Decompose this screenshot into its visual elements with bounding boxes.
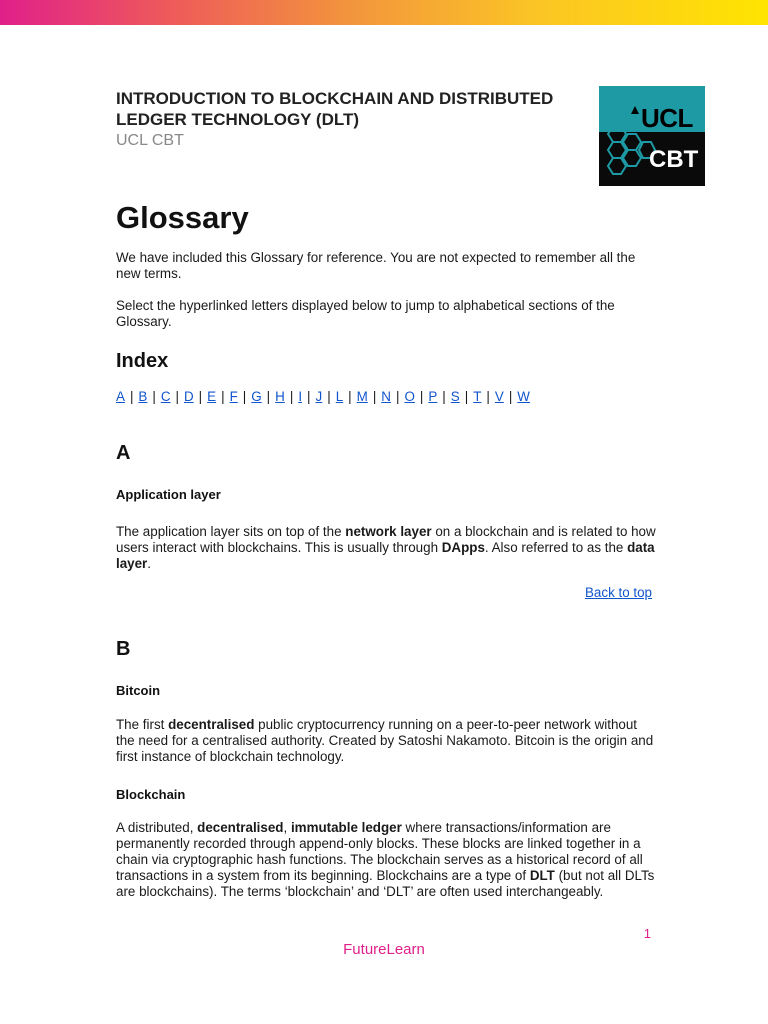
blockchain-def-run: immutable ledger: [290, 820, 402, 835]
index-separator: |: [129, 389, 134, 404]
course-subtitle: UCL CBT: [116, 132, 184, 149]
page-title: Glossary: [116, 200, 249, 235]
logo-ucl-text: UCL: [641, 103, 693, 133]
index-link-i[interactable]: I: [298, 389, 303, 404]
application-layer-def-run: network layer: [345, 524, 432, 539]
section-letter-a: A: [116, 442, 131, 464]
ucl-cbt-logo: [599, 86, 705, 186]
bitcoin-def-run: decentralised: [168, 717, 255, 732]
application-layer-def-run: DApps: [441, 540, 485, 555]
index-separator: |: [242, 389, 247, 404]
index-link-s[interactable]: S: [450, 389, 460, 404]
index-separator: |: [266, 389, 271, 404]
definition-blockchain: [116, 820, 656, 900]
index-separator: |: [508, 389, 513, 404]
index-link-l[interactable]: L: [335, 389, 344, 404]
application-layer-def-run: .: [147, 556, 152, 571]
blockchain-def-run: DLT: [529, 868, 555, 883]
index-separator: |: [307, 389, 311, 404]
index-separator: |: [464, 389, 469, 404]
index-separator: |: [198, 389, 203, 404]
index-link-v[interactable]: V: [494, 389, 504, 404]
index-separator: |: [152, 389, 156, 404]
intro-text: We have included this Glossary for reference. You are not expected to remember all the new terms.: [116, 250, 636, 281]
index-link-o[interactable]: O: [404, 389, 415, 404]
index-link-b[interactable]: B: [138, 389, 148, 404]
index-link-j[interactable]: J: [315, 389, 323, 404]
brand-gradient-bar: [0, 0, 768, 25]
bitcoin-def-run: public cryptocurrency running on a peer-to-peer network without the need for a centralised authority. Created by Satoshi Nakamoto. Bitcoin is the origin and first instance of blockchain technology.: [116, 717, 654, 764]
instruction-text: Select the hyperlinked letters displayed below to jump to alphabetical sections of the Glossary.: [116, 298, 615, 329]
index-link-d[interactable]: D: [184, 389, 194, 404]
index-link-g[interactable]: G: [251, 389, 262, 404]
futurelearn-footer: FutureLearn: [343, 941, 425, 958]
index-link-h[interactable]: H: [275, 389, 285, 404]
index-separator: |: [221, 389, 225, 404]
term-bitcoin: Bitcoin: [116, 683, 161, 698]
bitcoin-def-run: The first: [116, 717, 169, 732]
application-layer-def-run: The application layer sits on top of the: [116, 524, 346, 539]
definition-application-layer: [116, 524, 656, 572]
index-separator: |: [372, 389, 377, 404]
index-separator: |: [289, 389, 294, 404]
application-layer-def-run: on a blockchain and is related to how users interact with blockchains. This is usually through: [116, 524, 656, 555]
index-separator: |: [395, 389, 400, 404]
index-separator: |: [486, 389, 490, 404]
page-number: 1: [643, 926, 651, 941]
index-link-w[interactable]: W: [517, 389, 530, 404]
index-link-t[interactable]: T: [473, 389, 482, 404]
logo-cbt-text: CBT: [649, 146, 699, 173]
back-to-top-link[interactable]: Back to top: [585, 585, 652, 600]
term-application-layer: Application layer: [116, 487, 221, 502]
application-layer-def-run: data layer: [116, 540, 655, 571]
term-blockchain: Blockchain: [116, 787, 186, 802]
index-link-n[interactable]: N: [381, 389, 391, 404]
index-separator: |: [175, 389, 179, 404]
document-header: [116, 88, 586, 150]
blockchain-def-run: (but not all DLTs are blockchains). The terms ‘blockchain’ and ‘DLT’ are often used interchangeably.: [116, 868, 655, 899]
blockchain-def-run: where transactions/information are permanently recorded through append-only blocks. These blocks are linked together in a chain via cryptographic hash functions. The blockchain serves as a historical record of all transactions in a system from its beginning. Blockchains are a type of: [116, 820, 643, 883]
blockchain-def-run: A distributed,: [116, 820, 198, 835]
index-separator: |: [442, 389, 446, 404]
index-separator: |: [419, 389, 424, 404]
section-letter-b: B: [116, 638, 131, 660]
course-title: INTRODUCTION TO BLOCKCHAIN AND DISTRIBUTED LEDGER TECHNOLOGY (DLT): [116, 89, 554, 129]
alphabet-index: [116, 389, 530, 404]
index-link-f[interactable]: F: [229, 389, 238, 404]
index-separator: |: [327, 389, 331, 404]
index-separator: |: [348, 389, 352, 404]
index-link-c[interactable]: C: [160, 389, 171, 404]
application-layer-def-run: . Also referred to as the: [484, 540, 628, 555]
blockchain-def-run: ,: [283, 820, 291, 835]
index-link-a[interactable]: A: [116, 389, 125, 404]
definition-bitcoin: [116, 717, 656, 765]
index-link-e[interactable]: E: [207, 389, 217, 404]
index-heading: Index: [116, 350, 169, 372]
index-link-p[interactable]: P: [428, 389, 438, 404]
index-link-m[interactable]: M: [356, 389, 368, 404]
blockchain-def-run: decentralised: [197, 820, 284, 835]
